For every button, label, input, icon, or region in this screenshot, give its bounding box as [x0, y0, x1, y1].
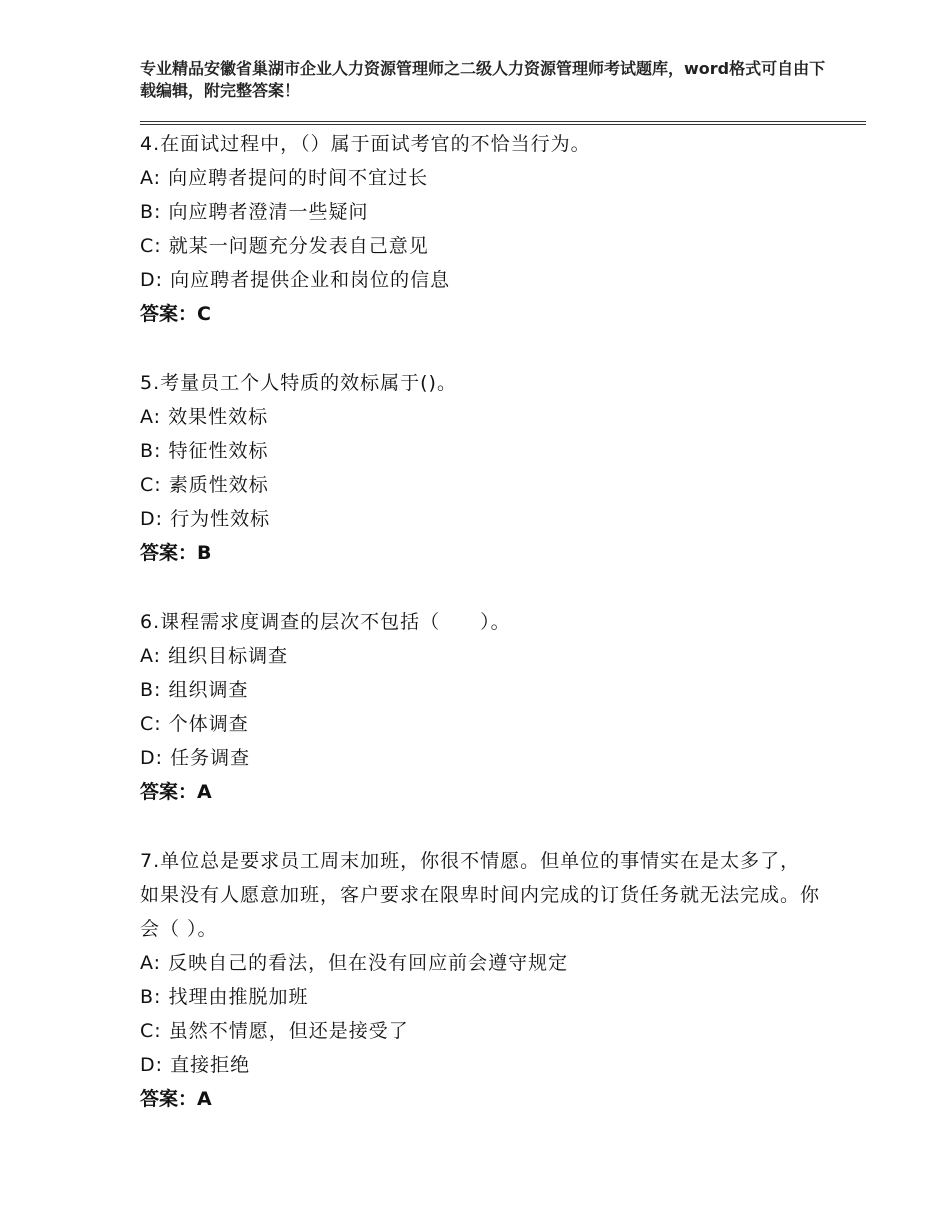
option-c: C: 虽然不情愿，但还是接受了	[140, 1020, 409, 1042]
option-c: C: 素质性效标	[140, 474, 269, 496]
option-d: D: 任务调查	[140, 747, 251, 769]
option-d: D: 直接拒绝	[140, 1054, 251, 1076]
option-a: A: 组织目标调查	[140, 645, 289, 667]
option-c: C: 个体调查	[140, 713, 249, 735]
header-divider-bottom	[140, 124, 866, 125]
question-4	[140, 127, 820, 331]
option-a: A: 效果性效标	[140, 406, 269, 428]
option-b: B: 向应聘者澄清一些疑问	[140, 201, 369, 223]
option-a: A: 反映自己的看法，但在没有回应前会遵守规定	[140, 952, 569, 974]
answer-label: 答案：B	[140, 542, 212, 564]
answer-label: 答案：C	[140, 303, 211, 325]
question-stem: 6.课程需求度调查的层次不包括（ ）。	[140, 611, 511, 633]
option-d: D: 行为性效标	[140, 508, 271, 530]
question-6	[140, 605, 820, 809]
option-d: D: 向应聘者提供企业和岗位的信息	[140, 269, 451, 291]
answer-label: 答案：A	[140, 1088, 212, 1110]
option-b: B: 组织调查	[140, 679, 249, 701]
question-5	[140, 366, 820, 570]
answer-label: 答案：A	[140, 781, 212, 803]
document-header: 专业精品安徽省巢湖市企业人力资源管理师之二级人力资源管理师考试题库，word格式可自由下载编辑，附完整答案！	[140, 59, 826, 100]
header-divider-top	[140, 121, 866, 122]
question-7	[140, 844, 820, 1116]
question-stem: 7.单位总是要求员工周末加班，你很不情愿。但单位的事情实在是太多了，如果没有人愿意加班，客户要求在限卑时间内完成的订货任务就无法完成。你会（ ）。	[140, 850, 821, 940]
option-a: A: 向应聘者提问的时间不宜过长	[140, 167, 429, 189]
option-b: B: 找理由推脱加班	[140, 986, 309, 1008]
question-stem: 4.在面试过程中，（）属于面试考官的不恰当行为。	[140, 133, 591, 155]
option-c: C: 就某一问题充分发表自己意见	[140, 235, 429, 257]
option-b: B: 特征性效标	[140, 440, 269, 462]
question-stem: 5.考量员工个人特质的效标属于()。	[140, 372, 457, 394]
